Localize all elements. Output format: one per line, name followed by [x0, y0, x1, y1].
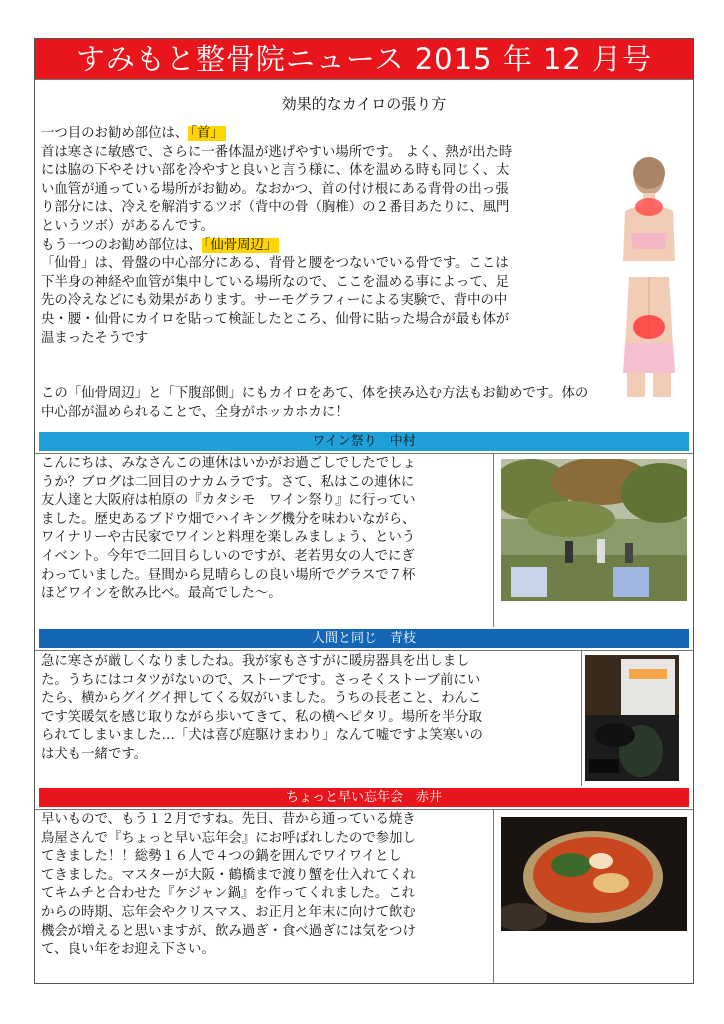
- kairo-title: 効果的なカイロの張り方: [281, 95, 447, 113]
- bonenkai-line: て、良い年をお迎え下さい。: [41, 942, 215, 958]
- hotpot-photo: [501, 817, 687, 931]
- divider: [493, 809, 494, 983]
- stove-line: 急に寒さが厳しくなりましたね。我が家もさすがに暖房器具を出しまし: [41, 654, 470, 669]
- bonenkai-header: ちょっと早い忘年会 赤井: [39, 788, 689, 807]
- kairo-line: 中心部が温められることで、全身がホッカホカに！: [41, 404, 349, 420]
- wine-line: わっていました。昼間から見晴らしの良い場所でグラスで７杯: [41, 567, 416, 583]
- sacrum-illustration: [619, 277, 679, 397]
- kairo-line: というツボ）があるんです。: [41, 218, 215, 234]
- bonenkai-line: 機会が増えると思いますが、飲み過ぎ・食べ過ぎには気をつけ: [41, 923, 416, 939]
- bonenkai-line: 鳥屋さんで『ちょっと早い忘年会』にお呼ばれしたので参加し: [41, 830, 416, 846]
- bonenkai-line: てきました！！総勢１６人で４つの鍋を囲んでワイワイとし: [41, 849, 402, 865]
- stove-header: 人間と同じ 青枝: [39, 629, 689, 648]
- stove-line: られてしまいました…「犬は喜び庭駆けまわり」なんて嘘ですよ笑寒いの: [41, 728, 483, 744]
- kairo-line: い血管が通っている場所がお勧め。なおかつ、首の付け根にある背骨の出っ張: [41, 181, 509, 197]
- divider: [581, 650, 582, 786]
- masthead-title: すみもと整骨院ニュース 2015 年 12 月号: [35, 39, 693, 79]
- kairo-line: 央・腰・仙骨にカイロを貼って検証したところ、仙骨に貼った場合が最も体が: [41, 311, 510, 327]
- wine-line: ほどワインを飲み比べ。最高でした〜。: [41, 586, 282, 602]
- neck-illustration: [619, 149, 679, 261]
- wine-line: うか？ブログは二回目のナカムラです。さて、私はこの連休に: [41, 474, 415, 490]
- kairo-line1-prefix: 一つ目のお勧め部位は、: [41, 126, 189, 141]
- bonenkai-body: [41, 811, 495, 960]
- kairo-line: 下半身の神経や血管が集中している場所なので、ここを温める事によって、足: [41, 274, 510, 290]
- kairo-line: 「仙骨」は、骨盤の中心部分にある、背骨と腰をつないでいる骨です。ここは: [41, 256, 509, 272]
- kairo-line: には脇の下やそけい部を冷やすと良いと言う様に、体を温める時も同じく、太: [41, 163, 510, 179]
- stove-line: たら、横からグイグイ押してくる奴がいました。うちの長老こと、わんこ: [41, 691, 482, 707]
- wine-line: こんにちは、みなさんこの連休はいかがお過ごしでしたでしょ: [41, 456, 416, 471]
- dog-stove-photo: [585, 655, 679, 781]
- divider: [493, 453, 494, 627]
- stove-body: [41, 653, 581, 765]
- vineyard-photo: [501, 459, 687, 601]
- kairo-line: 先の冷えなどにも効果があります。サーモグラフィーによる実験で、背中の中: [41, 293, 508, 309]
- bonenkai-line: からの時期、忘年会やクリスマス、お正月と年末に向けて飲む: [41, 904, 416, 920]
- bonenkai-line: てキムチと合わせた『ケジャン鍋』を作ってくれました。これ: [41, 886, 415, 902]
- kairo-line2-prefix: もう一つのお勧め部位は、: [41, 237, 202, 253]
- wine-body: [41, 455, 495, 604]
- kairo-body-c: [41, 385, 691, 422]
- newsletter-page: [34, 38, 694, 984]
- wine-line: 友人達と大阪府は柏原の『カタシモ ワイン祭り』に行ってい: [41, 493, 416, 509]
- kairo-highlight-neck: 「首」: [190, 126, 224, 141]
- divider: [35, 453, 693, 454]
- kairo-body-a: [41, 125, 621, 348]
- wine-line: イベント。今年で二回目らしいのですが、老若男女の人でにぎ: [41, 548, 415, 564]
- wine-line: ました。歴史あるブドウ畑でハイキング機分を味わいながら、: [41, 511, 416, 527]
- divider: [35, 809, 693, 810]
- kairo-line: 首は寒さに敏感で、さらに一番体温が逃げやすい場所です。 よく、熱が出た時: [41, 144, 513, 160]
- kairo-line: 温まったそうです: [41, 330, 149, 346]
- divider: [35, 79, 693, 80]
- kairo-highlight-sacrum: 「仙骨周辺」: [203, 237, 278, 253]
- kairo-line: この「仙骨周辺」と「下腹部側」にもカイロをあて、体を挟み込む方法もお勧めです。体の: [41, 386, 589, 401]
- wine-header: ワイン祭り 中村: [39, 432, 689, 451]
- divider: [35, 650, 693, 651]
- bonenkai-line: てきました。マスターが大阪・鶴橋まで渡り蟹を仕入れてくれ: [41, 867, 416, 883]
- wine-line: ワイナリーや古民家でワインと料理を楽しみましょう、という: [41, 530, 416, 546]
- stove-line: です笑暖気を感じ取りながら歩いてきて、私の横へピタリ。場所を半分取: [41, 709, 482, 725]
- bonenkai-line: 早いもので、もう１２月ですね。先日、昔から通っている焼き: [41, 812, 416, 827]
- kairo-line: り部分には、冷えを解消するツボ（背中の骨（胸椎）の２番目あたりに、風門: [41, 200, 510, 216]
- stove-line: た。うちにはコタツがないので、ストーブです。さっそくストーブ前にい: [41, 672, 481, 688]
- stove-line: は犬も一緒です。: [41, 746, 148, 762]
